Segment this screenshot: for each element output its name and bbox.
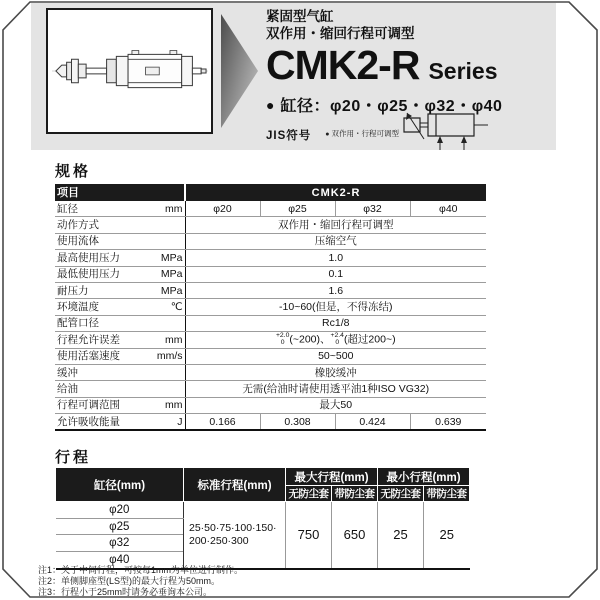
cylinder-drawing (52, 29, 208, 113)
stroke-bore-value: φ20 (56, 502, 184, 519)
spec-label: 缸径 (55, 201, 143, 217)
table-row (55, 217, 486, 233)
spec-unit: mm (143, 332, 185, 348)
spec-value: 压缩空气 (185, 233, 486, 249)
stroke-bore-value: φ25 (56, 518, 184, 535)
spec-unit (143, 233, 185, 249)
table-row (55, 397, 486, 413)
spec-value: 0.424 (335, 414, 410, 431)
spec-value: 0.639 (410, 414, 486, 431)
spec-unit (143, 364, 185, 380)
stroke-col-with-cover: 带防尘套 (424, 486, 470, 502)
spec-unit: MPa (143, 250, 185, 266)
table-row (55, 233, 486, 249)
tolerance-mid-text: (~200)、 (289, 333, 331, 346)
spec-value: -10~60(但是，不得冻结) (185, 299, 486, 315)
table-row (55, 250, 486, 266)
spec-section-title: 规格 (55, 163, 92, 180)
product-subtitle-line2: 双作用・缩回行程可调型 (266, 25, 415, 41)
tolerance-lower: 0 (280, 338, 285, 346)
jis-pneumatic-symbol (388, 108, 488, 152)
spec-value: 双作用・缩回行程可调型 (185, 217, 486, 233)
spec-unit (143, 217, 185, 233)
stroke-max-with-cover: 650 (332, 502, 378, 569)
spec-unit (143, 381, 185, 397)
product-subtitle-line1: 紧固型气缸 (266, 9, 334, 24)
spec-value: 1.0 (185, 250, 486, 266)
spec-unit (143, 315, 185, 331)
spec-value: 0.166 (185, 414, 260, 431)
stroke-col-standard: 标准行程(mm) (184, 468, 286, 502)
footnote-3: 注3：行程小于25mm时请务必垂询本公司。 (38, 586, 213, 597)
stroke-col-with-cover: 带防尘套 (332, 486, 378, 502)
spec-value: 无需(给油时请使用透平油1种ISO VG32) (185, 381, 486, 397)
table-row (55, 201, 486, 217)
stroke-min-with-cover: 25 (424, 502, 470, 569)
spec-label: 使用活塞速度 (55, 348, 143, 364)
stroke-table (55, 467, 470, 570)
stroke-standard-line2: 200·250·300 (189, 534, 249, 547)
spec-label: 行程允许误差 (55, 332, 143, 348)
stroke-col-max: 最大行程(mm) (286, 468, 378, 486)
stroke-bore-value: φ32 (56, 535, 184, 552)
tolerance-lower: 0 (335, 338, 340, 346)
table-row (55, 299, 486, 315)
footnote-2: 注2：单侧脚座型(LS型)的最大行程为50mm。 (38, 575, 221, 586)
spec-unit: ℃ (143, 299, 185, 315)
tolerance-stack (331, 333, 344, 346)
table-row (55, 266, 486, 282)
spec-unit: mm (143, 201, 185, 217)
stroke-col-min: 最小行程(mm) (378, 468, 470, 486)
spec-label: 缓冲 (55, 364, 143, 380)
stroke-max-no-cover: 750 (286, 502, 332, 569)
stroke-section-title: 行程 (55, 449, 92, 466)
spec-label: 允许吸收能量 (55, 414, 143, 431)
spec-label: 最低使用压力 (55, 266, 143, 282)
spec-label: 环境温度 (55, 299, 143, 315)
spec-unit: MPa (143, 266, 185, 282)
spec-value: 最大50 (185, 397, 486, 413)
spec-table (55, 184, 486, 431)
stroke-standard-line1: 25·50·75·100·150· (189, 521, 277, 534)
jis-symbol-label: JIS符号 (266, 130, 312, 142)
footnotes (38, 565, 243, 597)
jis-note-text: 双作用・行程可调型 (331, 129, 399, 138)
spec-unit: mm (143, 397, 185, 413)
series-name: CMK2-R (266, 42, 420, 88)
tolerance-upper: +2.0 (275, 332, 290, 340)
spec-label: 配管口径 (55, 315, 143, 331)
spec-value: φ32 (335, 201, 410, 217)
stroke-standard-values (184, 502, 286, 569)
table-row (55, 332, 486, 348)
footnote-1: 注1：关于中间行程，可按每1mm为单位进行制作。 (38, 565, 244, 575)
table-row (55, 414, 486, 431)
spec-label: 动作方式 (55, 217, 143, 233)
table-row (55, 348, 486, 364)
spec-label: 行程可调范围 (55, 397, 143, 413)
spec-col-item: 项目 (55, 184, 185, 201)
spec-value: 1.6 (185, 282, 486, 298)
tolerance-upper: +2.4 (330, 332, 344, 340)
spec-value: φ40 (410, 201, 486, 217)
spec-label: 使用流体 (55, 233, 143, 249)
tolerance-end-text: (超过200~) (343, 333, 396, 346)
spec-value-tolerance (185, 332, 486, 348)
stroke-bore-value: φ40 (56, 552, 184, 569)
spec-value: 0.1 (185, 266, 486, 282)
table-row (55, 315, 486, 331)
table-row (56, 502, 470, 519)
bore-sizes-text: 缸径：φ20・φ25・φ32・φ40 (280, 98, 503, 115)
table-row (55, 381, 486, 397)
series-title (266, 44, 566, 86)
spec-value: φ25 (260, 201, 335, 217)
bullet-icon: ● (325, 131, 330, 138)
spec-col-series: CMK2-R (185, 184, 486, 201)
spec-value: 50~500 (185, 348, 486, 364)
spec-value: φ20 (185, 201, 260, 217)
stroke-col-bore: 缸径(mm) (56, 468, 184, 502)
spec-value: 0.308 (260, 414, 335, 431)
stroke-header-row1 (56, 468, 470, 486)
spec-value: Rc1/8 (185, 315, 486, 331)
product-image-box (46, 8, 213, 134)
series-suffix: Series (428, 58, 498, 84)
bullet-icon: ● (266, 96, 275, 113)
spec-label: 耐压力 (55, 282, 143, 298)
spec-unit: MPa (143, 282, 185, 298)
spec-unit: J (143, 414, 185, 431)
spec-unit: mm/s (143, 348, 185, 364)
stroke-col-no-cover: 无防尘套 (286, 486, 332, 502)
table-row (55, 282, 486, 298)
table-row (55, 364, 486, 380)
spec-header-row (55, 184, 486, 201)
stroke-min-no-cover: 25 (378, 502, 424, 569)
spec-label: 给油 (55, 381, 143, 397)
spec-label: 最高使用压力 (55, 250, 143, 266)
spec-value: 橡胶缓冲 (185, 364, 486, 380)
stroke-col-no-cover: 无防尘套 (378, 486, 424, 502)
tolerance-stack (276, 333, 289, 346)
